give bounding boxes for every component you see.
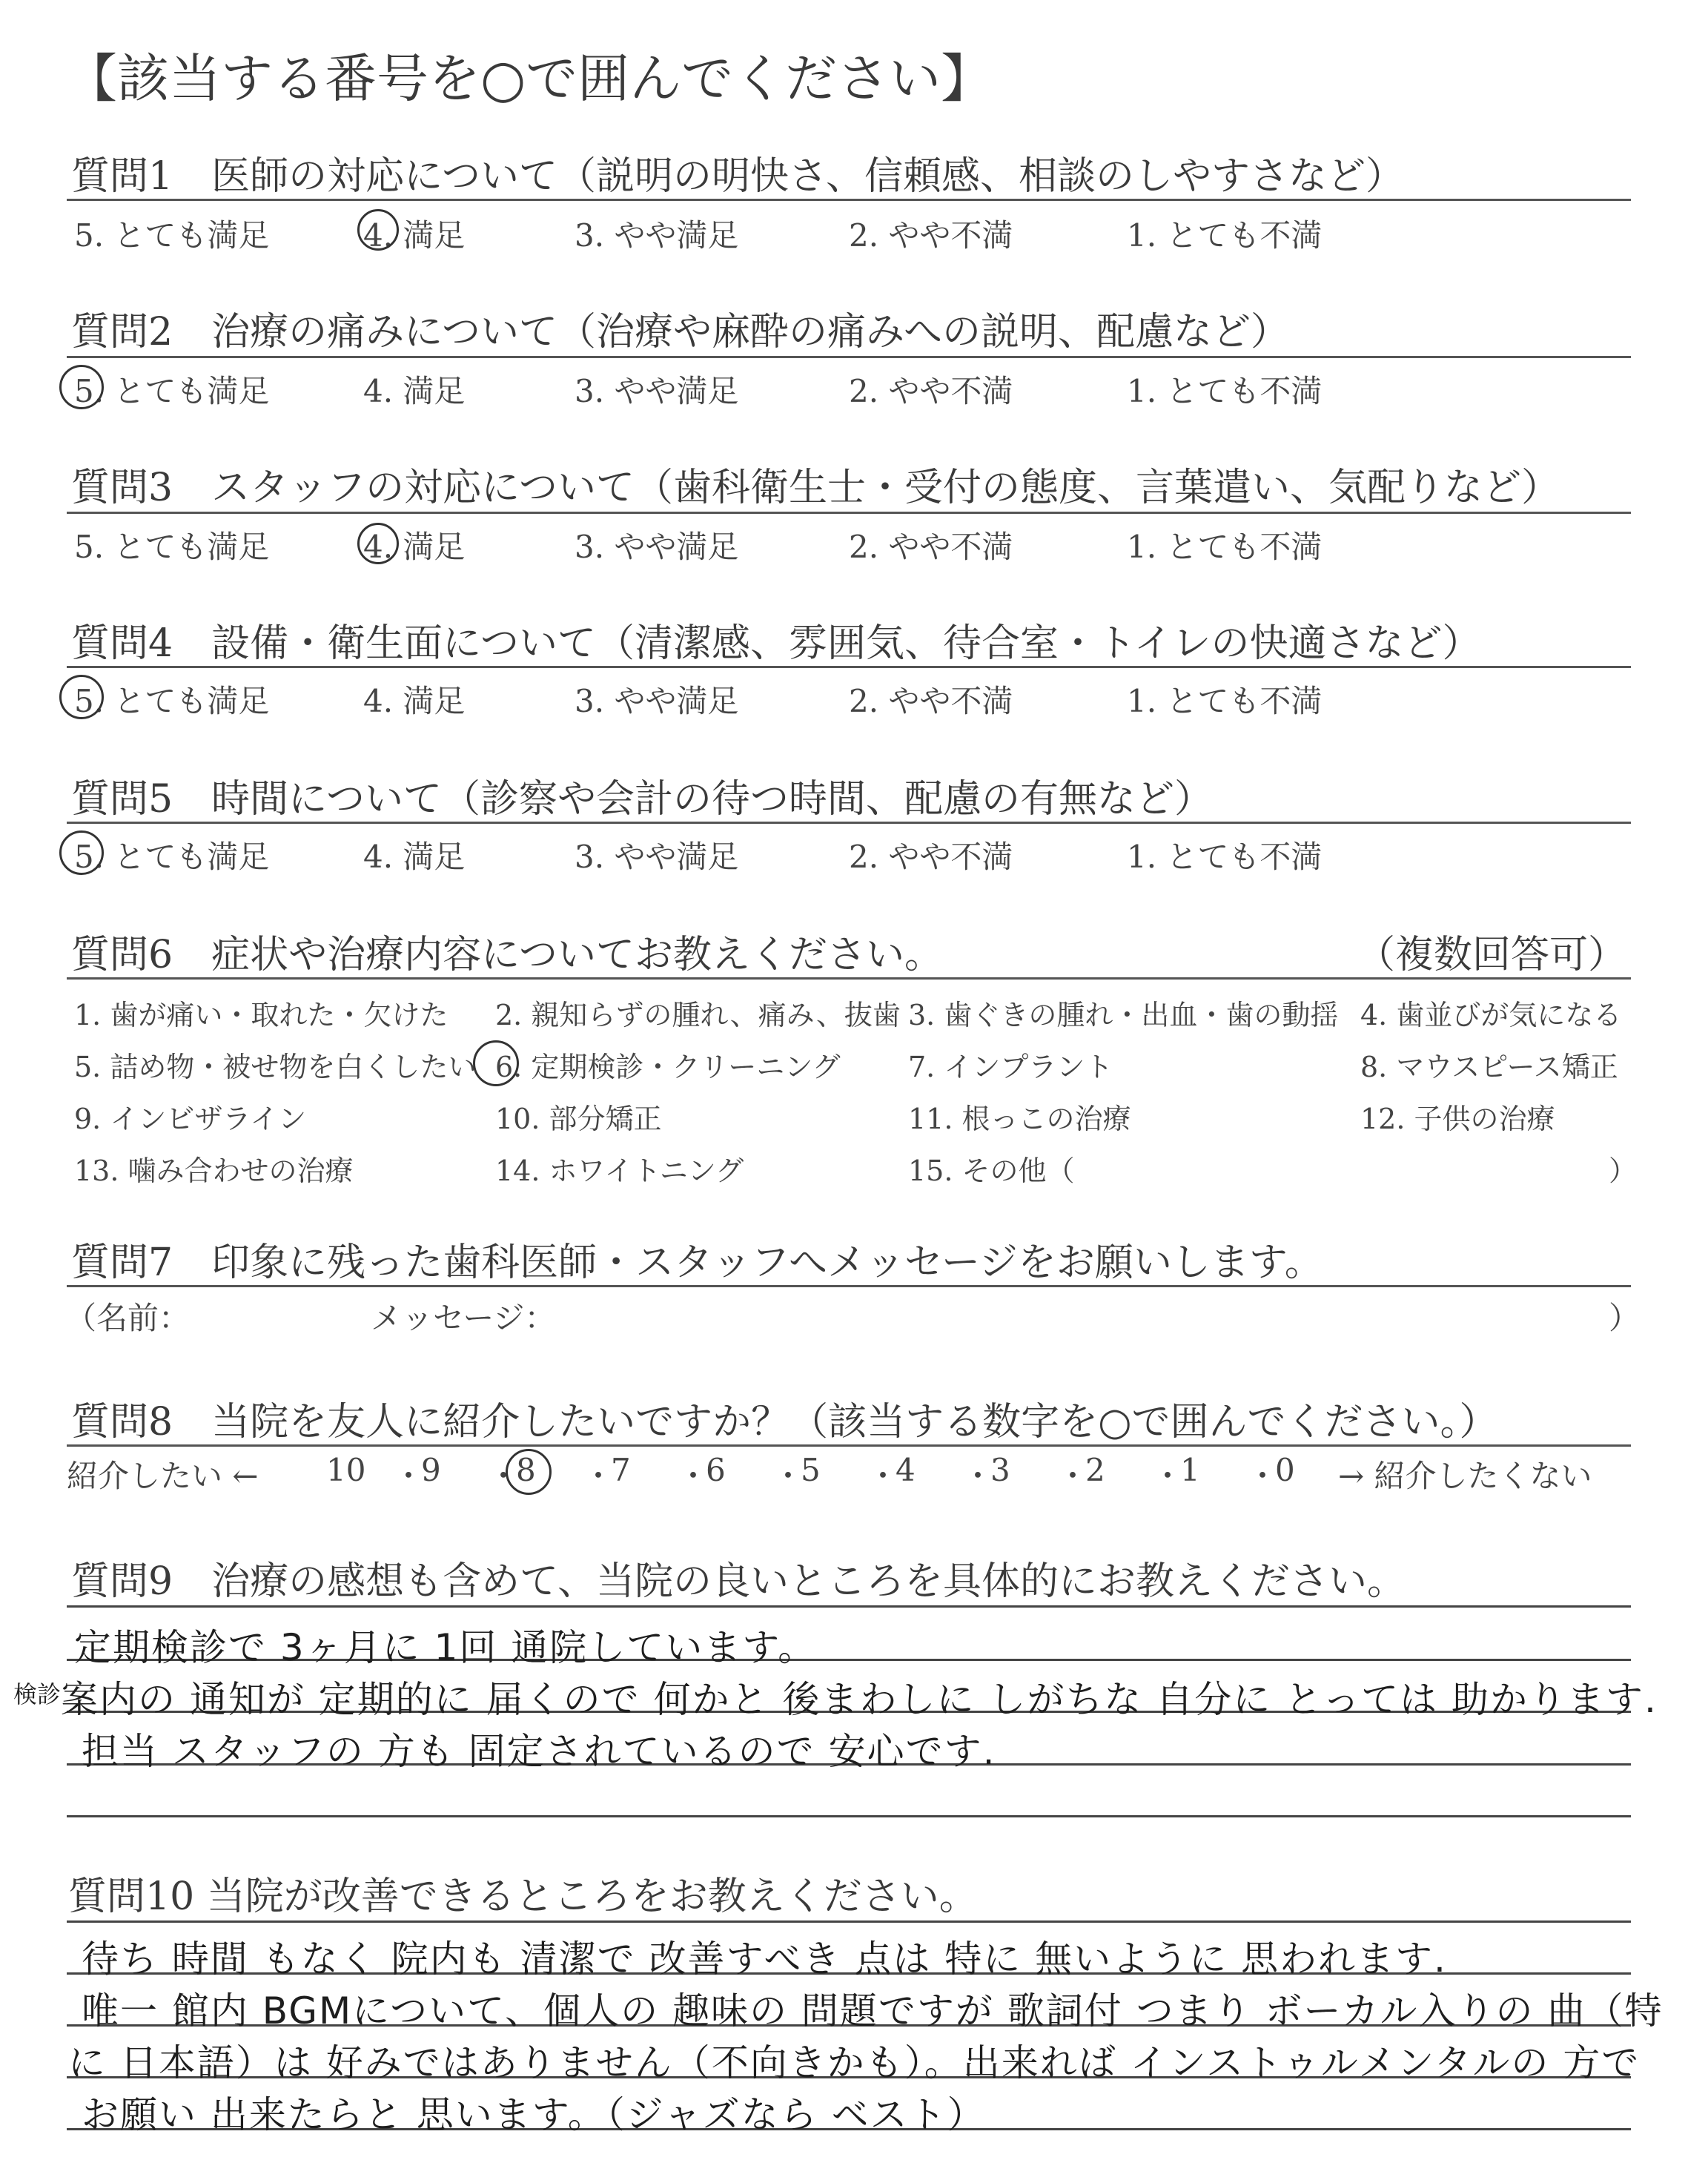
q4-selected-circle — [59, 675, 104, 719]
q4-option-5[interactable]: 5. とても満足 — [74, 683, 270, 719]
q3-rule — [67, 512, 1631, 514]
q6-option[interactable]: 1. 歯が痛い・取れた・欠けた — [74, 999, 448, 1031]
q6-option[interactable]: 3. 歯ぐきの腫れ・出血・歯の動揺 — [908, 999, 1339, 1031]
q3-selected-circle — [357, 523, 399, 564]
q2-option-5[interactable]: 5. とても満足 — [74, 373, 270, 409]
q6-other-close: ） — [1609, 1155, 1638, 1187]
q9-line-5 — [67, 1815, 1631, 1817]
q8-scale-number[interactable]: 0 — [1275, 1452, 1295, 1488]
q6-option[interactable]: 2. 親知らずの腫れ、痛み、抜歯 — [495, 999, 901, 1031]
q9-answer-line: 定期検診で 3ヶ月に 1回 通院しています。 — [74, 1626, 817, 1669]
q4-option-4[interactable]: 4. 満足 — [363, 683, 466, 719]
q8-right-label: → 紹介したくない — [1338, 1458, 1592, 1494]
q5-option-4[interactable]: 4. 満足 — [363, 839, 466, 875]
q1-selected-circle — [357, 209, 399, 251]
q6-selected-circle — [473, 1040, 519, 1086]
q5-option-5[interactable]: 5. とても満足 — [74, 839, 270, 875]
q8-scale-number[interactable]: 9 — [421, 1452, 441, 1488]
q5-selected-circle — [59, 830, 104, 875]
q10-answer-line: 待ち 時間 もなく 院内も 清潔で 改善すべき 点は 特に 無いように 思われます. — [82, 1938, 1447, 1981]
q4-option-1[interactable]: 1. とても不満 — [1127, 683, 1323, 719]
q3-option-3[interactable]: 3. やや満足 — [575, 529, 739, 565]
q1-option-2[interactable]: 2. やや不満 — [849, 217, 1013, 254]
q6-option[interactable]: 14. ホワイトニング — [495, 1155, 744, 1187]
q6-option[interactable]: 4. 歯並びが気になる — [1360, 999, 1622, 1031]
q6-option[interactable]: 9. インビザライン — [74, 1103, 307, 1135]
q9-margin-note: 検診 — [13, 1680, 62, 1708]
q2-option-4[interactable]: 4. 満足 — [363, 373, 466, 409]
q1-option-1[interactable]: 1. とても不満 — [1127, 217, 1323, 254]
q9-answer-line: 案内の 通知が 定期的に 届くので 何かと 後まわしに しがちな 自分に とっては 助かります. — [61, 1678, 1658, 1721]
q3-option-4[interactable]: 4. 満足 — [363, 529, 466, 565]
q8-title: 質問8 当院を友人に紹介したいですか？（該当する数字を○で囲んでください。） — [71, 1400, 1498, 1444]
q7-message-label: メッセージ： — [371, 1300, 556, 1336]
q6-option[interactable]: 10. 部分矯正 — [495, 1103, 662, 1135]
q8-scale-number[interactable]: 1 — [1180, 1452, 1200, 1488]
q3-title: 質問3 スタッフの対応について（歯科衛生士・受付の態度、言葉遣い、気配りなど） — [71, 466, 1560, 510]
q4-title: 質問4 設備・衛生面について（清潔感、雰囲気、待合室・トイレの快適さなど） — [71, 621, 1481, 666]
q9-title: 質問9 治療の感想も含めて、当院の良いところを具体的にお教えください。 — [71, 1559, 1406, 1604]
q5-option-3[interactable]: 3. やや満足 — [575, 839, 739, 875]
q2-option-2[interactable]: 2. やや不満 — [849, 373, 1013, 409]
q8-scale-number[interactable]: 5 — [801, 1452, 821, 1488]
q5-title: 質問5 時間について（診察や会計の待つ時間、配慮の有無など） — [71, 777, 1214, 822]
q5-option-2[interactable]: 2. やや不満 — [849, 839, 1013, 875]
q8-scale-number[interactable]: 2 — [1085, 1452, 1105, 1488]
q10-line-1 — [67, 1920, 1631, 1923]
q4-option-2[interactable]: 2. やや不満 — [849, 683, 1013, 719]
q8-scale-separator: ・ — [393, 1458, 425, 1494]
q2-option-1[interactable]: 1. とても不満 — [1127, 373, 1323, 409]
q8-scale-separator: ・ — [678, 1458, 709, 1494]
q1-title: 質問1 医師の対応について（説明の明快さ、信頼感、相談のしやすさなど） — [71, 154, 1404, 199]
q5-rule — [67, 822, 1631, 824]
q3-option-5[interactable]: 5. とても満足 — [74, 529, 270, 565]
q8-scale-separator: ・ — [1057, 1458, 1089, 1494]
q8-left-label: 紹介したい ← — [67, 1458, 259, 1494]
q4-option-3[interactable]: 3. やや満足 — [575, 683, 739, 719]
q8-scale-number[interactable]: 6 — [706, 1452, 726, 1488]
q8-scale-number[interactable]: 8 — [516, 1452, 536, 1488]
q1-option-3[interactable]: 3. やや満足 — [575, 217, 739, 254]
q6-option[interactable]: 13. 噛み合わせの治療 — [74, 1155, 354, 1187]
q4-rule — [67, 666, 1631, 668]
q3-option-1[interactable]: 1. とても不満 — [1127, 529, 1323, 565]
q8-scale-separator: ・ — [1152, 1458, 1184, 1494]
q5-option-1[interactable]: 1. とても不満 — [1127, 839, 1323, 875]
q8-scale-number[interactable]: 10 — [326, 1452, 366, 1488]
q9-answer-line: 担当 スタッフの 方も 固定されているので 安心です. — [82, 1730, 996, 1773]
q6-option[interactable]: 8. マウスピース矯正 — [1360, 1051, 1618, 1083]
q6-rule — [67, 977, 1631, 980]
q6-option[interactable]: 12. 子供の治療 — [1360, 1103, 1555, 1135]
q7-close: ） — [1609, 1300, 1641, 1336]
q8-scale-separator: ・ — [488, 1458, 520, 1494]
q6-title: 質問6 症状や治療内容についてお教えください。 — [71, 933, 944, 977]
q3-option-2[interactable]: 2. やや不満 — [849, 529, 1013, 565]
q8-scale-separator: ・ — [867, 1458, 899, 1494]
q9-line-1 — [67, 1605, 1631, 1608]
q8-scale-number[interactable]: 4 — [896, 1452, 916, 1488]
q6-note: （複数回答可） — [1357, 933, 1627, 977]
q8-scale-separator: ・ — [772, 1458, 804, 1494]
q7-title: 質問7 印象に残った歯科医師・スタッフへメッセージをお願いします。 — [71, 1241, 1323, 1285]
q8-selected-circle — [506, 1449, 552, 1495]
q8-scale-number[interactable]: 3 — [990, 1452, 1010, 1488]
q1-option-4[interactable]: 4. 満足 — [363, 217, 466, 254]
q1-rule — [67, 199, 1631, 201]
q6-option[interactable]: 6. 定期検診・クリーニング — [495, 1051, 841, 1083]
q6-option[interactable]: 5. 詰め物・被せ物を白くしたい — [74, 1051, 477, 1083]
q7-rule — [67, 1285, 1631, 1287]
q2-title: 質問2 治療の痛みについて（治療や麻酔の痛みへの説明、配慮など） — [71, 310, 1290, 354]
q10-title: 質問10 当院が改善できるところをお教えください。 — [68, 1875, 978, 1919]
q8-scale-number[interactable]: 7 — [611, 1452, 631, 1488]
q2-rule — [67, 356, 1631, 358]
q2-selected-circle — [59, 365, 104, 409]
q6-option-other[interactable]: 15. その他（ — [908, 1155, 1075, 1187]
q6-option[interactable]: 7. インプラント — [908, 1051, 1113, 1083]
q2-option-3[interactable]: 3. やや満足 — [575, 373, 739, 409]
q8-rule — [67, 1444, 1631, 1447]
q8-scale-separator: ・ — [1247, 1458, 1279, 1494]
q10-answer-line: 唯一 館内 BGMについて、個人の 趣味の 問題ですが 歌詞付 つまり ボーカル入りの 曲（特 — [82, 1989, 1664, 2032]
q10-answer-line: お願い 出来たらと 思います。（ジャズなら ベスト） — [82, 2093, 986, 2136]
q6-option[interactable]: 11. 根っこの治療 — [908, 1103, 1131, 1135]
q7-name-label: （名前： — [65, 1300, 191, 1336]
q1-option-5[interactable]: 5. とても満足 — [74, 217, 270, 254]
form-header: 【該当する番号を○で囲んでください】 — [65, 48, 993, 109]
q10-answer-line: に 日本語）は 好みではありません（不向きかも）。出来れば インストゥルメンタルの 方で — [68, 2041, 1641, 2084]
q8-scale-separator: ・ — [583, 1458, 615, 1494]
q8-scale-separator: ・ — [962, 1458, 994, 1494]
